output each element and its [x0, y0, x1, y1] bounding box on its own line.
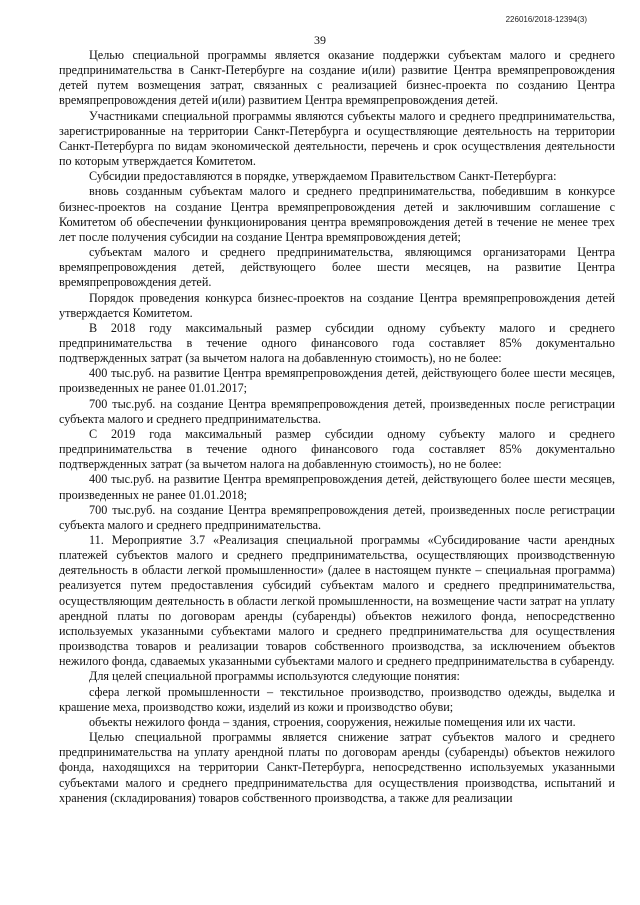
paragraph: Для целей специальной программы используются следующие понятия: [89, 669, 460, 684]
paragraph: Участниками специальной программы являются субъекты малого и среднего предпринимательства, зарегистрированные на территории Санкт-Петербурга и осуществляющие деятельность на территории Санкт-Петербурга по видам экономической деятельности, перечень и срок осуществления деятельности по которым утверждается Комитетом. [59, 108, 615, 169]
paragraph: В 2018 году максимальный размер субсидии одному субъекту малого и среднего предпринимательства в течение одного финансового года составляет 85% документально подтвержденных затрат (за вычетом налога на добавленную стоимость), но не более: [59, 320, 615, 366]
paragraph: субъектам малого и среднего предпринимательства, являющимся организаторами Центра времяпрепровождения детей, действующего более шести месяцев, на развитие Центра времяпрепровождения детей. [59, 245, 615, 290]
paragraph: 400 тыс.руб. на развитие Центра времяпрепровождения детей, действующего более шести месяцев, произведенных не ранее 01.01.2017; [59, 366, 615, 396]
paragraph: сфера легкой промышленности – текстильное производство, производство одежды, выделка и крашение меха, производство кожи, изделий из кожи и производство обуви; [59, 684, 615, 714]
paragraph: объекты нежилого фонда – здания, строения, сооружения, нежилые помещения или их части. [89, 714, 576, 729]
document-id: 226016/2018-12394(3) [505, 15, 587, 24]
paragraph: 700 тыс.руб. на создание Центра времяпрепровождения детей, произведенных после регистрации субъекта малого и среднего предпринимательства. [59, 396, 615, 426]
paragraph: 700 тыс.руб. на создание Центра времяпрепровождения детей, произведенных после регистрации субъекта малого и среднего предпринимательства. [59, 502, 615, 532]
page-number: 39 [314, 33, 326, 47]
paragraph: Целью специальной программы является снижение затрат субъектов малого и среднего предпринимательства на уплату арендной платы по договорам аренды (субаренды) объектов нежилого фонда, находящихся на территории Санкт-Петербурга, непосредственно используемых указанными субъектами малого и среднего предпринимательства для осуществления производства, испытаний и хранения (складирования) товаров собственного производства, а также для реализации [59, 730, 615, 805]
paragraph: 11. Мероприятие 3.7 «Реализация специальной программы «Субсидирование части арендных платежей субъектов малого и среднего предпринимательства, осуществляющих производственную деятельность в области легкой промышленности» (далее в настоящем пункте – специальная программа) реализуется путем предоставления субсидий субъектам малого и среднего предпринимательства, осуществляющим деятельность в области легкой промышленности, на возмещение части затрат на уплату арендной платы по договорам аренды (субаренды) объектов нежилого фонда, непосредственно используемых указанными субъектами малого и среднего предпринимательства для осуществления производства товаров и реализации товаров собственного производства, за исключением объектов нежилого фонда, сдаваемых указанными субъектами малого и среднего предпринимательства в субаренду. [59, 533, 615, 669]
paragraph: вновь созданным субъектам малого и среднего предпринимательства, победившим в конкурсе бизнес-проектов на создание Центра времяпрепровождения детей и заключившим соглашение с Комитетом об обеспечении функционирования центра времяпровождения детей в течение не менее трех лет после получения субсидии на создание Центра времяпровождения детей; [59, 184, 615, 244]
paragraph: Порядок проведения конкурса бизнес-проектов на создание Центра времяпрепровождения детей утверждается Комитетом. [59, 290, 615, 320]
paragraph: С 2019 года максимальный размер субсидии одному субъекту малого и среднего предпринимательства в течение одного финансового года составляет 85% документально подтвержденных затрат (за вычетом налога на добавленную стоимость), но не более: [59, 426, 615, 472]
document-body [59, 48, 615, 806]
paragraph: Субсидии предоставляются в порядке, утверждаемом Правительством Санкт-Петербурга: [89, 169, 557, 184]
paragraph: 400 тыс.руб. на развитие Центра времяпрепровождения детей, действующего более шести месяцев, произведенных не ранее 01.01.2018; [59, 472, 615, 502]
paragraph: Целью специальной программы является оказание поддержки субъектам малого и среднего предпринимательства в Санкт-Петербурге на создание и(или) развитие Центра времяпрепровождения детей путем возмещения затрат, связанных с реализацией бизнес-проекта по созданию Центра времяпрепровождения детей и(или) развитием Центра времяпрепровождения детей. [59, 48, 615, 108]
